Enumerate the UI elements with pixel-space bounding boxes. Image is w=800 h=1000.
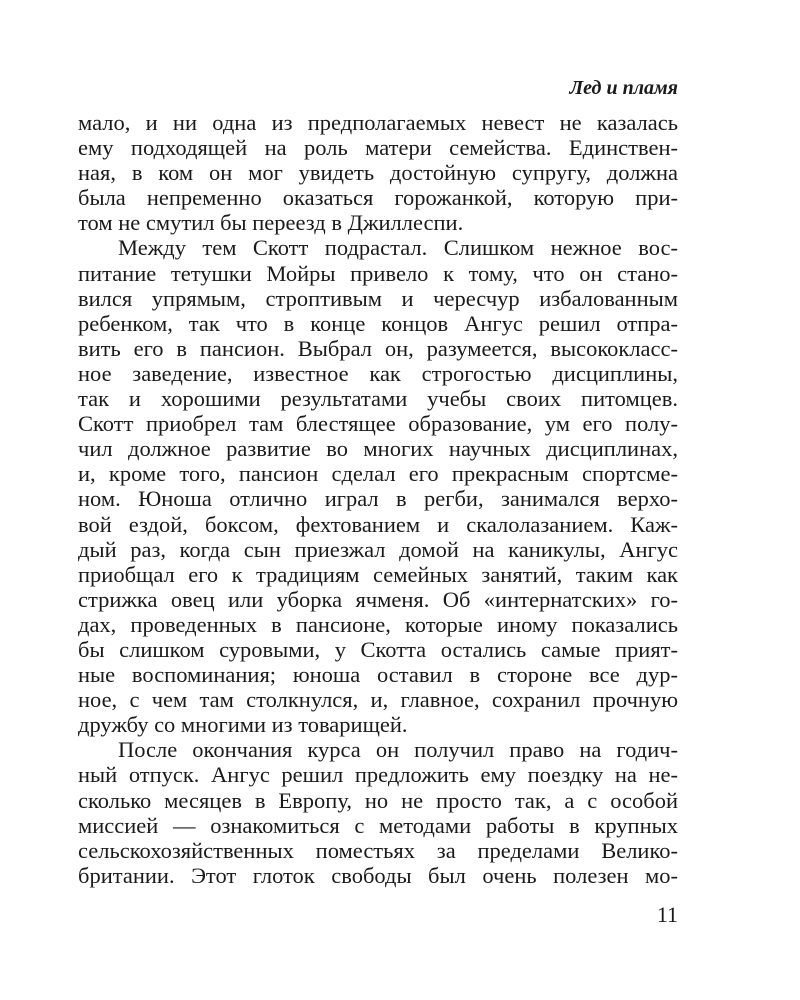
text-line: ное заведение, известное как строгостью дисциплины, <box>78 360 678 386</box>
text-line: Скотт приобрел там блестящее образование, ум его полу- <box>78 411 678 437</box>
text-line: британии. Этот глоток свободы был очень полезен мо- <box>78 862 678 888</box>
text-line: дый раз, когда сын приезжал домой на каникулы, Ангус <box>78 536 678 562</box>
text-line: бы слишком суровыми, у Скотта остались самые прият- <box>78 636 678 662</box>
text-line: вой ездой, боксом, фехтованием и скалолазанием. Каж- <box>78 511 678 537</box>
body-text <box>78 110 678 888</box>
text-line: чил должное развитие во многих научных дисциплинах, <box>78 436 678 462</box>
text-line: вился упрямым, строптивым и чересчур избалованным <box>78 285 678 311</box>
page-number: 11 <box>656 902 678 927</box>
text-line: приобщал его к традициям семейных занятий, таким как <box>78 561 678 587</box>
text-line: мало, и ни одна из предполагаемых невест не казалась <box>78 110 678 135</box>
text-line: сельскохозяйственных поместьях за пределами Велико- <box>78 837 678 863</box>
text-line: дах, проведенных в пансионе, которые иному показались <box>78 611 678 637</box>
text-line: ное, с чем там столкнулся, и, главное, сохранил прочную <box>78 687 678 713</box>
text-line: миссией — ознакомиться с методами работы в крупных <box>78 812 678 838</box>
text-line: питание тетушки Мойры привело к тому, что он стано- <box>78 260 678 286</box>
text-line: ребенком, так что в конце концов Ангус решил отпра- <box>78 310 678 336</box>
text-line: том не смутил бы переезд в Джиллеспи. <box>78 210 464 236</box>
running-head: Лед и пламя <box>569 77 678 99</box>
text-line: так и хорошими результатами учебы своих питомцев. <box>78 386 678 412</box>
text-line: дружбу со многими из товарищей. <box>78 712 408 738</box>
text-line: вить его в пансион. Выбрал он, разумеется, высококласс- <box>78 335 678 361</box>
text-line: ном. Юноша отлично играл в регби, занимался верхо- <box>78 486 678 512</box>
text-line: ему подходящей на роль матери семейства. Единствен- <box>78 135 678 161</box>
text-line: ная, в ком он мог увидеть достойную супругу, должна <box>78 160 678 186</box>
text-line: была непременно оказаться горожанкой, которую при- <box>78 185 678 211</box>
text-line: стрижка овец или уборка ячменя. Об «интернатских» го- <box>78 586 678 612</box>
text-line: После окончания курса он получил право на годич- <box>118 737 678 763</box>
text-line: ные воспоминания; юноша оставил в стороне все дур- <box>78 662 678 688</box>
text-line: Между тем Скотт подрастал. Слишком нежное вос- <box>118 235 678 261</box>
text-line: и, кроме того, пансион сделал его прекрасным спортсме- <box>78 461 678 487</box>
text-line: ный отпуск. Ангус решил предложить ему поездку на не- <box>78 762 678 788</box>
text-line: сколько месяцев в Европу, но не просто так, а с особой <box>78 787 678 813</box>
